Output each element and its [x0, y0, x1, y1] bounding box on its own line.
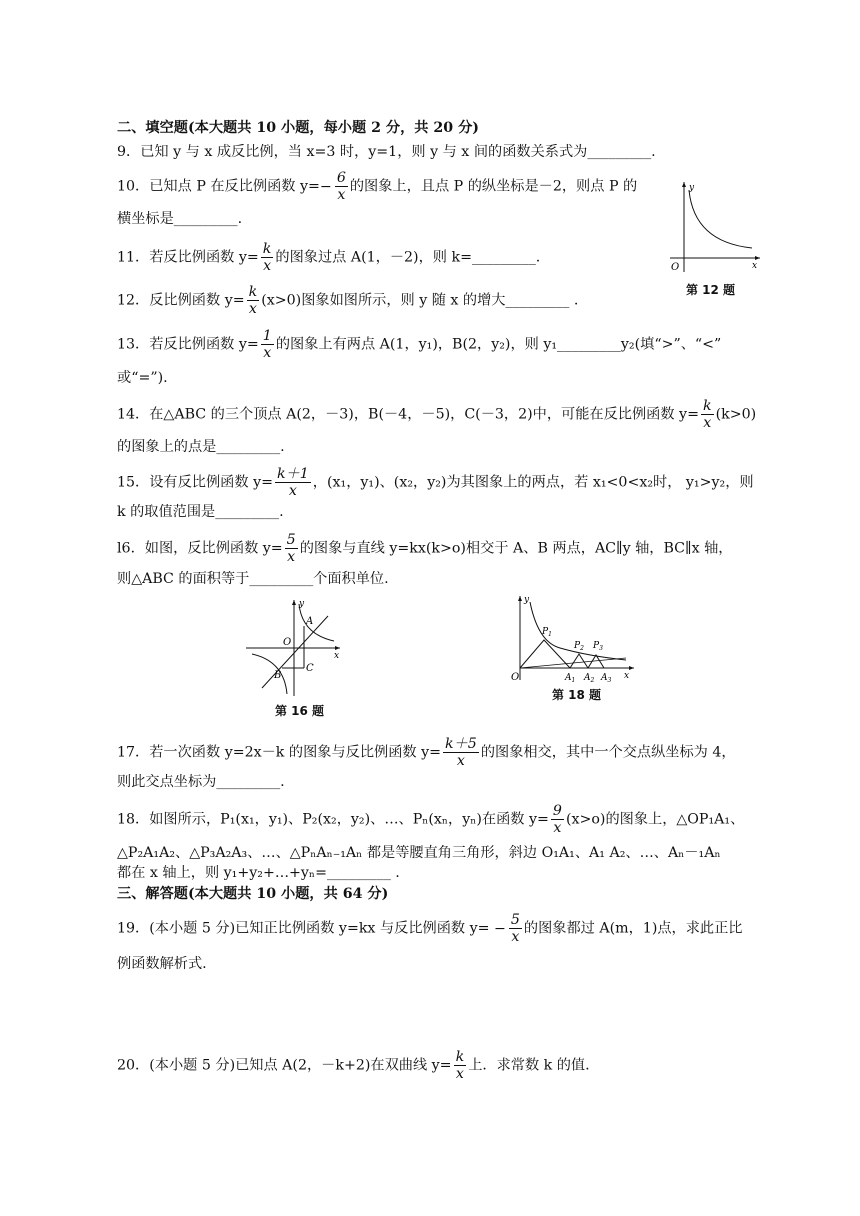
q14-text-b: (k>0) — [715, 406, 757, 423]
q15-text-a: 15．设有反比例函数 y= — [117, 474, 273, 491]
question-19 — [117, 912, 742, 945]
q16-denominator: x — [287, 549, 296, 565]
q19-text-b: 的图象都过 A(m，1)点，求此正比 — [523, 920, 743, 937]
q17-text-b: 的图象相交，其中一个交点纵坐标为 4， — [480, 744, 736, 761]
figure-18 — [508, 592, 638, 684]
question-12 — [117, 284, 578, 317]
q10-minus: − — [319, 178, 332, 195]
fig12-y-label: y — [689, 183, 695, 193]
figure-16 — [242, 596, 342, 701]
fig18-a2-sub: 2 — [590, 677, 595, 684]
q17-numerator: k＋5 — [445, 736, 477, 752]
q19-text-a: 19．(本小题 5 分)已知正比例函数 y=kx 与反比例函数 y= — [117, 920, 494, 937]
q12-fraction — [247, 284, 260, 317]
q10-text-a: 10．已知点 P 在反比例函数 y= — [117, 178, 320, 195]
svg-text:P2 — [573, 641, 584, 652]
q13-text-b: 的图象上有两点 A(1，y₁)，B(2，y₂)，则 y₁_________y₂(填“>”、“<” — [275, 336, 722, 353]
q20-numerator: k — [455, 1049, 465, 1065]
figure-12 — [664, 178, 764, 274]
q13-denominator: x — [263, 345, 272, 361]
svg-text:A2 — [583, 673, 595, 684]
q15-numerator: k＋1 — [276, 466, 309, 482]
question-13 — [117, 328, 721, 361]
q20-text-a: 20．(本小题 5 分)已知点 A(2，－k+2)在双曲线 y= — [117, 1057, 452, 1074]
question-17-cont: 则此交点坐标为_________. — [117, 774, 285, 790]
fig18-caption: 第 18 题 — [552, 688, 602, 702]
q14-fraction — [701, 398, 714, 431]
svg-text:P3 — [592, 641, 603, 652]
svg-text:A3 — [600, 673, 612, 684]
q12-text-b: (x>0)图象如图所示，则 y 随 x 的增大_________ . — [261, 292, 579, 309]
fig18-a3: A — [601, 673, 608, 683]
q10-text-b: 的图象上，且点 P 的纵坐标是－2，则点 P 的 — [349, 178, 638, 195]
q15-text-b: ，(x₁，y₁)、(x₂，y₂)为其图象上的两点，若 x₁<0<x₂时， y₁>y₂，则 — [312, 474, 754, 491]
fig16-line — [262, 616, 328, 688]
fig18-x-label: x — [624, 671, 630, 681]
fig18-p2-sub: 2 — [580, 645, 584, 652]
question-18 — [117, 803, 744, 836]
q16-numerator: 5 — [286, 532, 296, 548]
fig16-x-label: x — [334, 651, 340, 661]
q17-text-a: 17．若一次函数 y=2x－k 的图象与反比例函数 y= — [117, 744, 442, 761]
question-16-cont: 则△ABC 的面积等于_________个面积单位. — [117, 571, 389, 587]
q17-fraction — [443, 736, 479, 769]
q17-denominator: x — [456, 753, 465, 769]
q19-minus: − — [494, 920, 506, 937]
fig18-guide — [520, 658, 626, 668]
fig12-caption: 第 12 题 — [686, 283, 736, 297]
q11-text-b: 的图象过点 A(1，－2)，则 k=_________. — [275, 249, 541, 266]
q10-denominator: x — [337, 187, 346, 203]
fig18-triangle-2 — [570, 654, 588, 668]
q11-numerator: k — [262, 241, 272, 257]
q15-fraction — [275, 466, 311, 499]
q12-denominator: x — [248, 301, 257, 317]
fig16-label-a: A — [306, 616, 314, 627]
fig18-y-label: y — [524, 595, 530, 605]
q10-fraction — [335, 170, 348, 203]
q10-numerator: 6 — [336, 170, 346, 186]
q18-numerator: 9 — [552, 803, 562, 819]
fig18-p3: P — [593, 641, 600, 651]
fig18-p1: P — [542, 627, 549, 637]
fig18-origin: O — [511, 672, 520, 683]
question-10 — [117, 170, 637, 203]
q14-text-a: 14．在△ABC 的三个顶点 A(2，－3)，B(－4，－5)，C(－3，2)中，可能在反比例函数 y= — [117, 406, 699, 423]
question-18-cont2: 都在 x 轴上，则 y₁+y₂+…+yₙ=_________ . — [117, 865, 400, 881]
fig16-origin: O — [283, 637, 292, 648]
q18-text-b: (x>o)的图象上，△OP₁A₁、 — [565, 811, 745, 828]
question-19-cont: 例函数解析式. — [117, 956, 207, 972]
fig16-label-b: B — [274, 670, 282, 681]
q11-fraction — [261, 241, 274, 274]
q15-denominator: x — [288, 483, 297, 499]
q16-fraction — [285, 532, 298, 565]
q19-denominator: x — [511, 929, 520, 945]
q11-text-a: 11．若反比例函数 y= — [117, 249, 259, 266]
fig18-p1-sub: 1 — [548, 631, 552, 638]
question-17 — [117, 736, 736, 769]
fig18-a2: A — [584, 673, 591, 683]
q18-denominator: x — [553, 820, 562, 836]
q13-fraction — [261, 328, 274, 361]
question-13-cont: 或“=”). — [117, 370, 168, 386]
fig18-p3-sub: 3 — [599, 645, 603, 652]
q11-denominator: x — [263, 258, 272, 274]
q18-fraction — [551, 803, 564, 836]
q20-denominator: x — [455, 1066, 464, 1082]
q13-text-a: 13．若反比例函数 y= — [117, 336, 259, 353]
fig18-a3-sub: 3 — [607, 677, 612, 684]
question-9: 9．已知 y 与 x 成反比例，当 x=3 时，y=1，则 y 与 x 间的函数关系式为_________. — [117, 144, 656, 160]
q20-text-b: 上．求常数 k 的值. — [468, 1057, 590, 1074]
q12-numerator: k — [248, 284, 258, 300]
q13-numerator: 1 — [262, 328, 272, 344]
question-11 — [117, 241, 540, 274]
section3-heading: 三、解答题(本大题共 10 小题，共 64 分) — [117, 886, 389, 902]
svg-text:A1 — [564, 673, 575, 684]
fig12-origin: O — [671, 262, 680, 273]
q14-denominator: x — [703, 415, 712, 431]
q18-text-a: 18．如图所示，P₁(x₁，y₁)、P₂(x₂，y₂)、…、Pₙ(xₙ，yₙ)在函数 y= — [117, 811, 549, 828]
q20-fraction — [454, 1049, 467, 1082]
section2-heading: 二、填空题(本大题共 10 小题，每小题 2 分，共 20 分) — [117, 120, 479, 136]
q16-text-a: l6．如图，反比例函数 y= — [117, 540, 283, 557]
fig18-a1-sub: 1 — [571, 677, 576, 684]
fig12-curve — [689, 190, 752, 248]
question-16 — [117, 532, 732, 565]
fig16-label-c: C — [306, 663, 314, 674]
fig16-caption: 第 16 题 — [275, 704, 325, 718]
svg-text:P1 — [541, 627, 552, 638]
question-20 — [117, 1049, 590, 1082]
q12-text-a: 12．反比例函数 y= — [117, 292, 245, 309]
question-10-cont: 横坐标是_________. — [117, 211, 243, 227]
fig18-p2: P — [574, 641, 581, 651]
q14-numerator: k — [702, 398, 712, 414]
question-14 — [117, 398, 756, 431]
fig12-x-label: x — [752, 261, 758, 271]
question-18-cont: △P₂A₁A₂、△P₃A₂A₃、…、△PₙAₙ₋₁Aₙ 都是等腰直角三角形，斜边 O₁A₁、A₁ A₂、…、Aₙ－₁Aₙ — [117, 845, 721, 861]
question-15-cont: k 的取值范围是_________. — [117, 504, 284, 520]
fig16-y-label: y — [299, 599, 305, 609]
fig16-curve-q3 — [252, 654, 287, 694]
q19-numerator: 5 — [510, 912, 520, 928]
q16-text-b: 的图象与直线 y=kx(k>o)相交于 A、B 两点，AC∥y 轴，BC∥x 轴， — [299, 540, 733, 557]
q19-fraction — [509, 912, 522, 945]
fig18-a1: A — [565, 673, 572, 683]
question-15 — [117, 466, 754, 499]
question-14-cont: 的图象上的点是_________. — [117, 439, 285, 455]
